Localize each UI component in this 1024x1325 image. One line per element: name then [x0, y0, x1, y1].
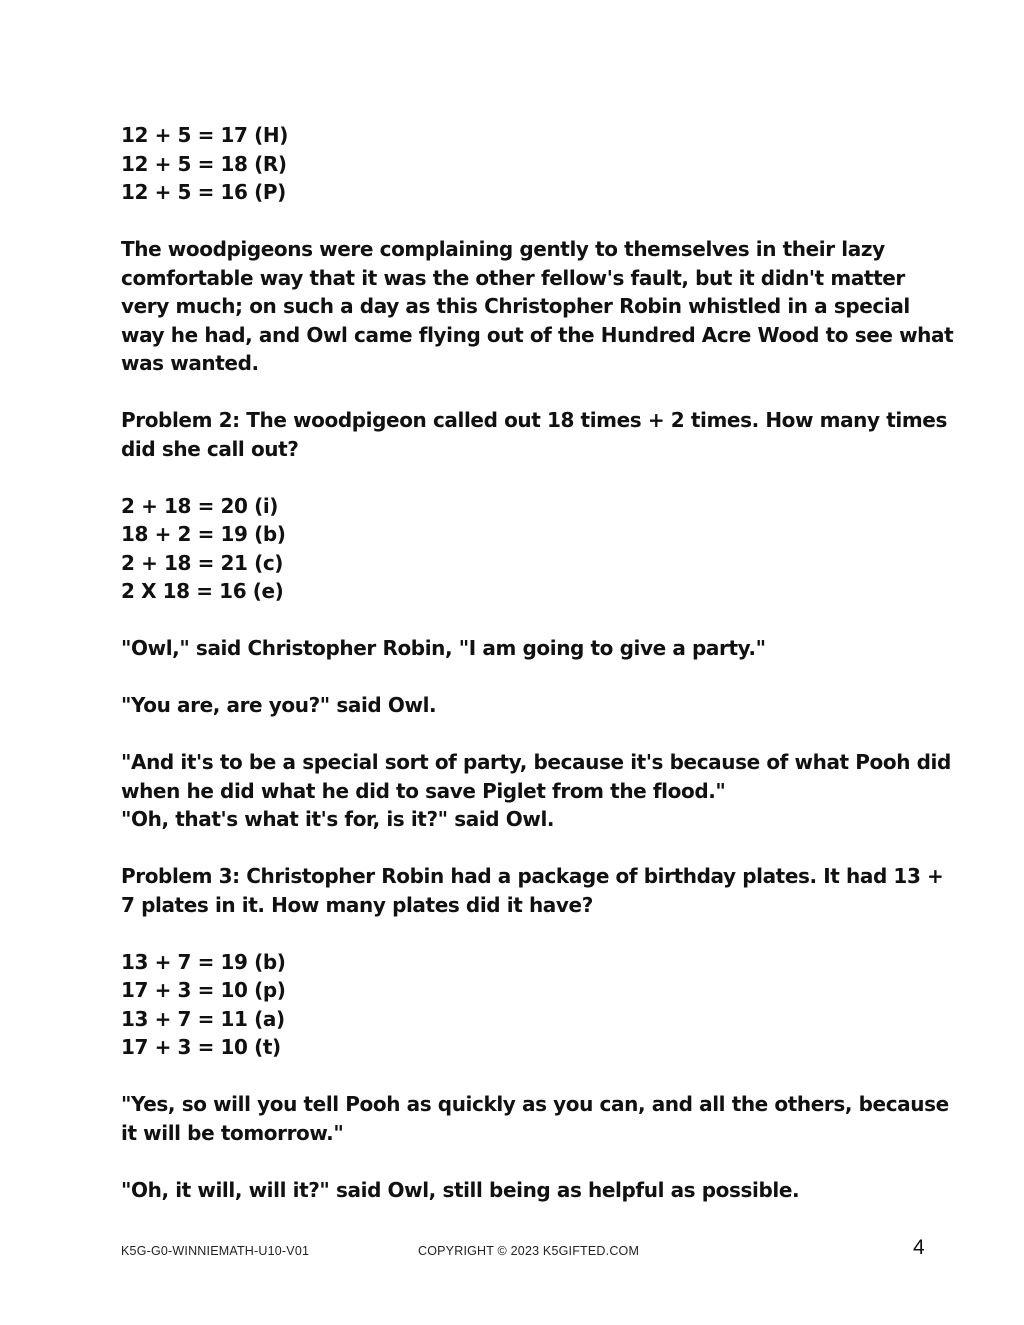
- problem-2-label: Problem 2:: [121, 408, 240, 432]
- story-paragraph-woodpigeons: [121, 235, 954, 378]
- answer-option: 17 + 3 = 10 (t): [121, 1035, 281, 1059]
- story-line: it will be tomorrow.": [121, 1120, 344, 1145]
- worksheet-body: [121, 121, 954, 1204]
- story-line: "Oh, that's what it's for, is it?" said Owl.: [121, 807, 555, 831]
- story-line: "Yes, so will you tell Pooh as quickly as you can, and all the others, because: [121, 1092, 949, 1116]
- story-dialogue-owl: "You are, are you?" said Owl.: [121, 693, 437, 717]
- story-line: comfortable way that it was the other fellow's fault, but it didn't matter: [121, 265, 905, 290]
- story-dialogue-party: "Owl," said Christopher Robin, "I am going to give a party.": [121, 636, 766, 660]
- answer-option: 12 + 5 = 16 (P): [121, 180, 286, 204]
- page-number: 4: [913, 1236, 925, 1259]
- footer-copyright: COPYRIGHT © 2023 K5GIFTED.COM: [418, 1244, 640, 1258]
- answer-option: 12 + 5 = 18 (R): [121, 151, 287, 176]
- problem-3-label: Problem 3:: [121, 864, 240, 888]
- story-line: very much; on such a day as this Christopher Robin whistled in a special: [121, 294, 910, 318]
- problem-2-question-line: did she call out?: [121, 436, 299, 461]
- story-line: "And it's to be a special sort of party, because it's because of what Pooh did: [121, 750, 951, 774]
- problem-1-options: [121, 121, 911, 207]
- story-paragraph-special-party: [121, 748, 951, 834]
- story-line: The woodpigeons were complaining gently to themselves in their lazy: [121, 237, 885, 261]
- problem-3-options: [121, 948, 911, 1062]
- answer-option: 17 + 3 = 10 (p): [121, 978, 286, 1002]
- problem-3-question-line: 7 plates in it. How many plates did it have?: [121, 892, 593, 917]
- problem-2-text: The woodpigeon called out 18 times + 2 times. How many times: [239, 408, 947, 432]
- story-line: way he had, and Owl came flying out of the Hundred Acre Wood to see what: [121, 322, 954, 347]
- problem-2-options: [121, 492, 911, 606]
- problem-3-question-line: [121, 862, 944, 891]
- answer-option: 12 + 5 = 17 (H): [121, 123, 288, 147]
- story-dialogue-tomorrow: "Oh, it will, will it?" said Owl, still being as helpful as possible.: [121, 1177, 800, 1202]
- answer-option: 13 + 7 = 11 (a): [121, 1006, 285, 1031]
- story-line: was wanted.: [121, 351, 259, 375]
- answer-option: 2 X 18 = 16 (e): [121, 579, 284, 603]
- problem-3: [121, 862, 944, 919]
- problem-3-text: Christopher Robin had a package of birthday plates. It had 13 +: [239, 864, 944, 888]
- story-line: when he did what he did to save Piglet from the flood.": [121, 778, 726, 803]
- answer-option: 2 + 18 = 21 (c): [121, 550, 284, 575]
- problem-2-question-line: [121, 406, 947, 435]
- story-paragraph-tell-pooh: [121, 1090, 949, 1147]
- problem-2: [121, 406, 947, 463]
- answer-option: 13 + 7 = 19 (b): [121, 949, 286, 974]
- footer-document-code: K5G-G0-WINNIEMATH-U10-V01: [121, 1244, 310, 1258]
- answer-option: 2 + 18 = 20 (i): [121, 493, 279, 518]
- answer-option: 18 + 2 = 19 (b): [121, 522, 286, 546]
